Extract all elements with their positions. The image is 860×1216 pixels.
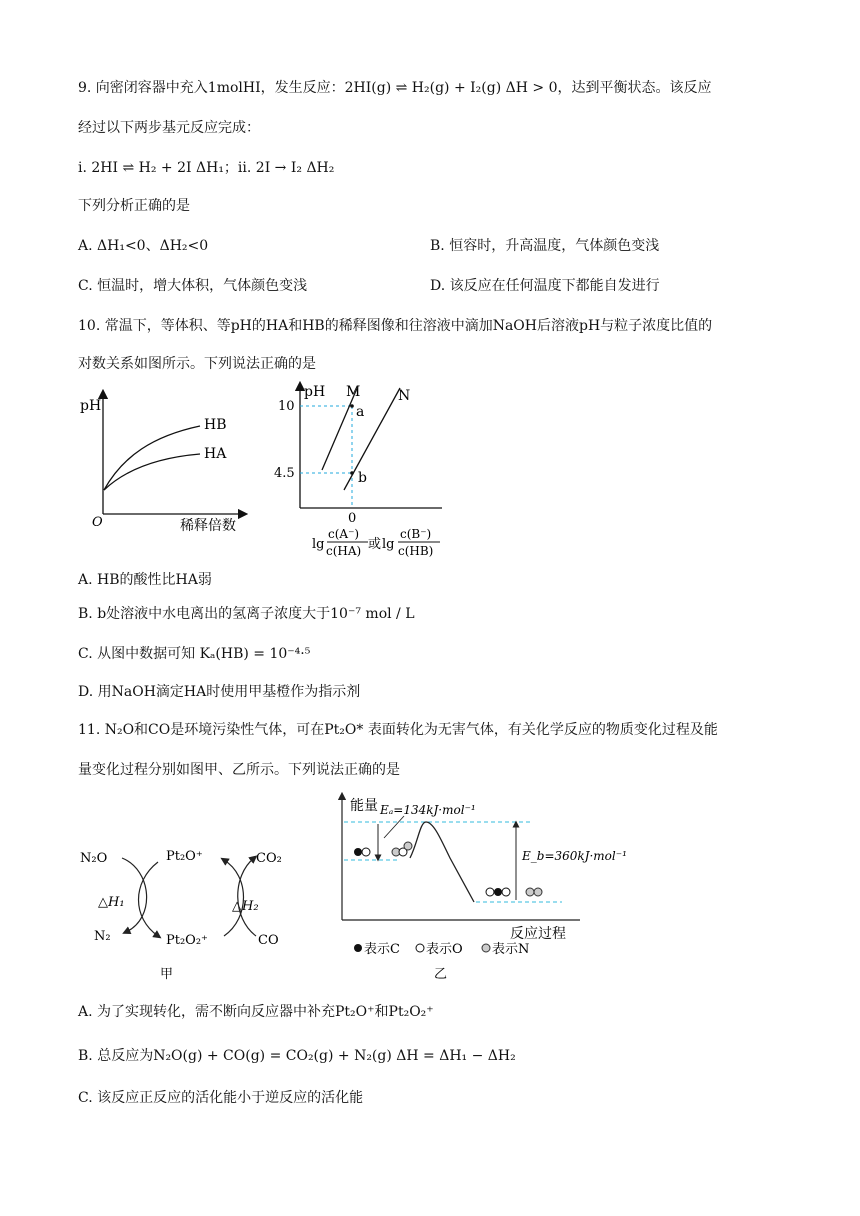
- o-atom: [486, 888, 494, 896]
- q10-option-a: A. HB的酸性比HA弱: [78, 572, 212, 588]
- q10-stem-line2: 对数关系如图所示。下列说法正确的是: [78, 356, 316, 372]
- energy-axis-label: 能量: [350, 798, 378, 814]
- arc-co-to-co2: [238, 858, 256, 936]
- tick-4-5: 4.5: [274, 466, 295, 481]
- hb-label: HB: [204, 417, 227, 433]
- n2o-label: N₂O: [80, 851, 108, 866]
- delta-h1-label: △H₁: [98, 895, 125, 910]
- pt2o2-plus-label: Pt₂O₂⁺: [166, 933, 208, 948]
- arc-pt-down: [139, 862, 159, 936]
- figure-jia-caption: 甲: [160, 967, 174, 982]
- y-axis-label: pH: [304, 384, 326, 400]
- legend-n: 表示N: [492, 942, 530, 957]
- tick-10: 10: [278, 399, 295, 414]
- c-atom: [494, 888, 502, 896]
- ph-log-graph: [270, 378, 450, 562]
- n-atom: [534, 888, 542, 896]
- xlabel-right-den: c(HB): [398, 544, 434, 558]
- q10-option-d: D. 用NaOH滴定HA时使用甲基橙作为指示剂: [78, 684, 361, 700]
- xlabel-right-prefix: lg: [382, 537, 395, 552]
- q10-option-c: C. 从图中数据可知 Kₐ(HB) = 10⁻⁴·⁵: [78, 646, 311, 662]
- q9-option-b: B. 恒容时，升高温度，气体颜色变浅: [430, 238, 660, 254]
- legend-c-marker: [354, 944, 362, 952]
- o-atom: [362, 848, 370, 856]
- legend-o-marker: [416, 944, 424, 952]
- xlabel-left-num: c(A⁻): [328, 527, 360, 541]
- arc-n2o-to-n2: [122, 858, 147, 932]
- arc-pt-up: [224, 860, 244, 936]
- q9-option-d: D. 该反应在任何温度下都能自发进行: [430, 278, 660, 294]
- co-label: CO: [258, 933, 279, 948]
- xlabel-or: 或: [368, 537, 382, 552]
- q11-stem-line2: 量变化过程分别如图甲、乙所示。下列说法正确的是: [78, 762, 400, 778]
- c-atom: [354, 848, 362, 856]
- q10-stem-line1: 10. 常温下，等体积、等pH的HA和HB的稀释图像和往溶液中滴加NaOH后溶液pH与粒子浓度比值的: [78, 318, 713, 334]
- q10-option-b: B. b处溶液中水电离出的氢离子浓度大于10⁻⁷ mol / L: [78, 606, 415, 622]
- figure-yi-caption: 乙: [434, 967, 448, 982]
- q9-prompt: 下列分析正确的是: [78, 198, 190, 214]
- q9-option-a: A. ΔH₁<0、ΔH₂<0: [78, 238, 209, 254]
- reaction-progress-label: 反应过程: [510, 926, 566, 942]
- eb-label: E_b=360kJ·mol⁻¹: [522, 849, 627, 863]
- q11-option-c: C. 该反应正反应的活化能小于逆反应的活化能: [78, 1090, 364, 1106]
- q9-steps: i. 2HI ⇌ H₂ + 2I ΔH₁；ii. 2I → I₂ ΔH₂: [78, 160, 335, 176]
- point-a: [350, 404, 354, 408]
- q11-option-a: A. 为了实现转化，需不断向反应器中补充Pt₂O⁺和Pt₂O₂⁺: [78, 1004, 434, 1020]
- line-m-label: M: [346, 384, 361, 400]
- ea-label: Eₐ=134kJ·mol⁻¹: [380, 803, 476, 817]
- q11-stem-line1: 11. N₂O和CO是环境污染性气体，可在Pt₂O* 表面转化为无害气体，有关化学反应的物质变化过程及能: [78, 722, 718, 738]
- n-atom: [404, 842, 412, 850]
- legend-c: 表示C: [364, 942, 400, 957]
- tick-0: 0: [348, 511, 357, 526]
- legend-n-marker: [482, 944, 490, 952]
- ha-curve: [104, 454, 200, 490]
- origin-label: O: [92, 515, 103, 530]
- q9-stem-line1: 9. 向密闭容器中充入1molHI，发生反应：2HI(g) ⇌ H₂(g) + I₂(g) ΔH > 0，达到平衡状态。该反应: [78, 80, 712, 96]
- energy-curve: [410, 822, 474, 902]
- xlabel-left-prefix: lg: [312, 537, 325, 552]
- q11-option-b: B. 总反应为N₂O(g) + CO(g) = CO₂(g) + N₂(g) ΔH = ΔH₁ − ΔH₂: [78, 1048, 516, 1064]
- o-atom: [502, 888, 510, 896]
- xlabel-right-num: c(B⁻): [400, 527, 432, 541]
- dilution-graph: [78, 384, 258, 544]
- point-a-label: a: [356, 404, 365, 420]
- point-b: [350, 471, 354, 475]
- q9-option-c: C. 恒温时，增大体积，气体颜色变浅: [78, 278, 308, 294]
- x-axis-label: 稀释倍数: [180, 518, 236, 534]
- y-axis-label: pH: [80, 398, 102, 414]
- co2-label: CO₂: [256, 851, 282, 866]
- xlabel-left-den: c(HA): [326, 544, 362, 558]
- figure-yi: [330, 792, 630, 986]
- pt2o-plus-label: Pt₂O⁺: [166, 849, 203, 864]
- q9-stem-line2: 经过以下两步基元反应完成：: [78, 120, 260, 136]
- hb-curve: [104, 426, 200, 490]
- ea-pointer: [384, 816, 404, 838]
- n2-label: N₂: [94, 929, 111, 944]
- figure-jia: [74, 840, 304, 990]
- legend-o: 表示O: [426, 942, 463, 957]
- line-m: [322, 384, 361, 470]
- n-atom: [526, 888, 534, 896]
- line-n-label: N: [398, 388, 411, 404]
- point-b-label: b: [358, 470, 367, 486]
- delta-h2-label: △H₂: [232, 899, 259, 914]
- ha-label: HA: [204, 446, 227, 462]
